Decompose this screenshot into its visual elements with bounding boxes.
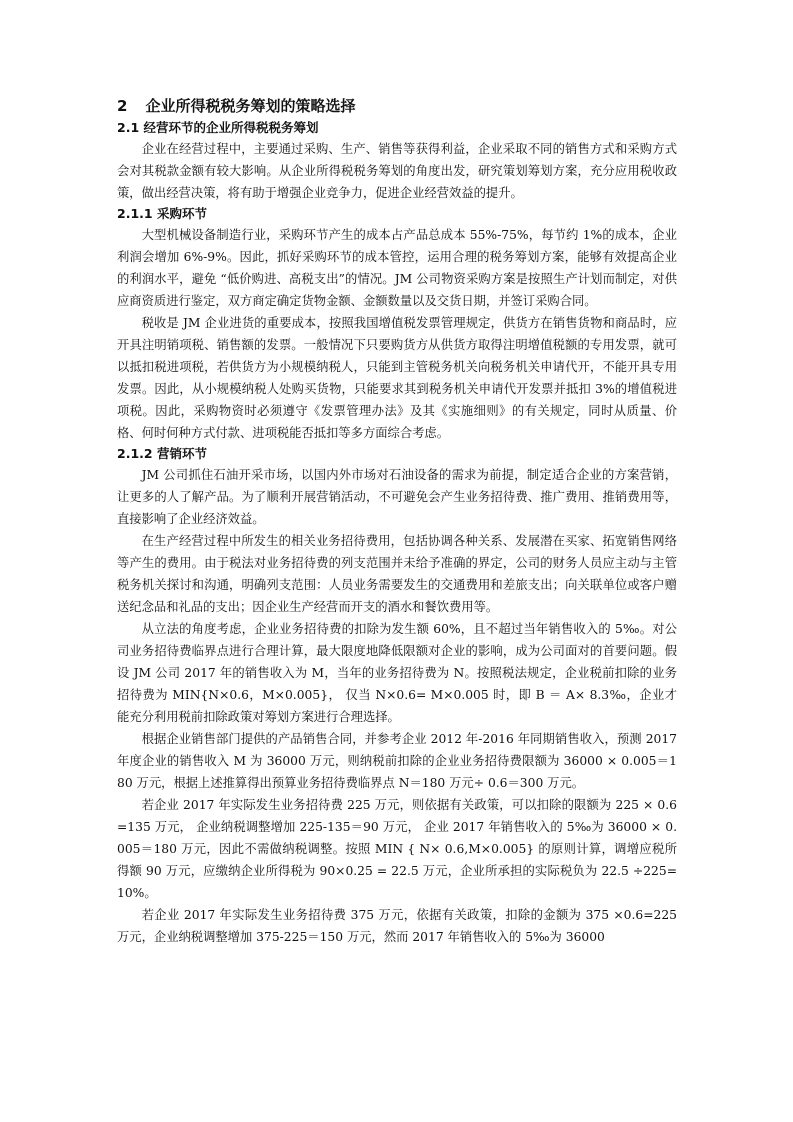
paragraph: 若企业 2017 年实际发生业务招待费 225 万元，则依据有关政策，可以扣除的限额为 225 × 0.6 =135 万元， 企业纳税调整增加 225-135＝90 万元， 企业 2017 年销售收入的 5‰为 36000 × 0.005＝180 万元，因此不需做纳税调整。按照 MIN { N× 0.6,M×0.005} 的原则计算，调增应税所得额 90 万元，应缴纳企业所得税为 90×0.25 = 22.5 万元，企业所承担的实际税负为 22.5 ÷225= 10%。: [117, 798, 677, 900]
paragraph: 税收是 JM 企业进货的重要成本，按照我国增值税发票管理规定，供货方在销售货物和商品时，应开具注明销项税、销售额的发票。一般情况下只要购货方从供货方取得注明增值税额的专用发票，就可以抵扣税进项税，若供货方为小规模纳税人，只能到主管税务机关向税务机关申请代开，不能开具专用发票。因此，从小规模纳税人处购买货物，只能要求其到税务机关申请代开发票并抵扣 3%的增值税进项税。因此，采购物资时必须遵守《发票管理办法》及其《实施细则》的有关规定，同时从质量、价格、何时何种方式付款、进项税能否抵扣等多方面综合考虑。: [117, 316, 677, 440]
subsection-heading-2-1-1: 2.1.1 采购环节: [117, 206, 207, 221]
paragraph: 大型机械设备制造行业，采购环节产生的成本占产品总成本 55%-75%，每节约 1%的成本，企业利润会增加 6%-9%。因此，抓好采购环节的成本管控，运用合理的税务筹划方案，能够有效提高企业的利润水平，避免 “低价购进、高税支出”的情况。JM 公司物资采购方案是按照生产计划而制定，对供应商资质进行鉴定，双方商定确定货物金额、金额数量以及交货日期，并签订采购合同。: [117, 228, 677, 308]
paragraph: 若企业 2017 年实际发生业务招待费 375 万元，依据有关政策，扣除的金额为 375 ×0.6=225 万元，企业纳税调整增加 375-225＝150 万元，然而 2017 年销售收入的 5‰为 36000: [117, 908, 677, 944]
paragraph: JM 公司抓住石油开采市场，以国内外市场对石油设备的需求为前提，制定适合企业的方案营销，让更多的人了解产品。为了顺利开展营销活动，不可避免会产生业务招待费、推广费用、推销费用等，直接影响了企业经济效益。: [117, 468, 677, 526]
subsection-heading-2-1: 2.1 经营环节的企业所得税税务筹划: [117, 120, 319, 135]
section-title: 企业所得税税务筹划的策略选择: [145, 97, 356, 115]
paragraph: 在生产经营过程中所发生的相关业务招待费用，包括协调各种关系、发展潜在买家、拓宽销售网络等产生的费用。由于税法对业务招待费的列支范围并未给予准确的界定，公司的财务人员应主动与主管税务机关探讨和沟通，明确列支范围：人员业务需要发生的交通费用和差旅支出；向关联单位或客户赠送纪念品和礼品的支出；因企业生产经营而开支的酒水和餐饮费用等。: [117, 534, 677, 614]
paragraph: 企业在经营过程中，主要通过采购、生产、销售等获得利益，企业采取不同的销售方式和采购方式会对其税款金额有较大影响。从企业所得税税务筹划的角度出发，研究策划筹划方案，充分应用税收政策，做出经营决策，将有助于增强企业竞争力，促进企业经营效益的提升。: [117, 142, 677, 200]
subsection-heading-2-1-2: 2.1.2 营销环节: [117, 446, 207, 461]
section-heading: [117, 96, 677, 116]
paragraph: 从立法的角度考虑，企业业务招待费的扣除为发生额 60%，且不超过当年销售收入的 5‰。对公司业务招待费临界点进行合理计算，最大限度地降低限额对企业的影响，成为公司面对的首要问题。假设 JM 公司 2017 年的销售收入为 M，当年的业务招待费为 N。按照税法规定，企业税前扣除的业务招待费为 MIN{N×0.6，M×0.005}， 仅当 N×0.6= M×0.005 时，即 B ＝ A× 8.3‰，企业才能充分利用税前扣除政策对筹划方案进行合理选择。: [117, 622, 677, 724]
paragraph: 根据企业销售部门提供的产品销售合同，并参考企业 2012 年-2016 年同期销售收入，预测 2017 年度企业的销售收入 M 为 36000 万元，则纳税前扣除的企业业务招待费限额为 36000 × 0.005＝180 万元，根据上述推算得出预算业务招待费临界点 N＝180 万元÷ 0.6＝300 万元。: [117, 732, 677, 790]
section-number: 2: [117, 97, 128, 115]
document-page: [117, 96, 677, 948]
